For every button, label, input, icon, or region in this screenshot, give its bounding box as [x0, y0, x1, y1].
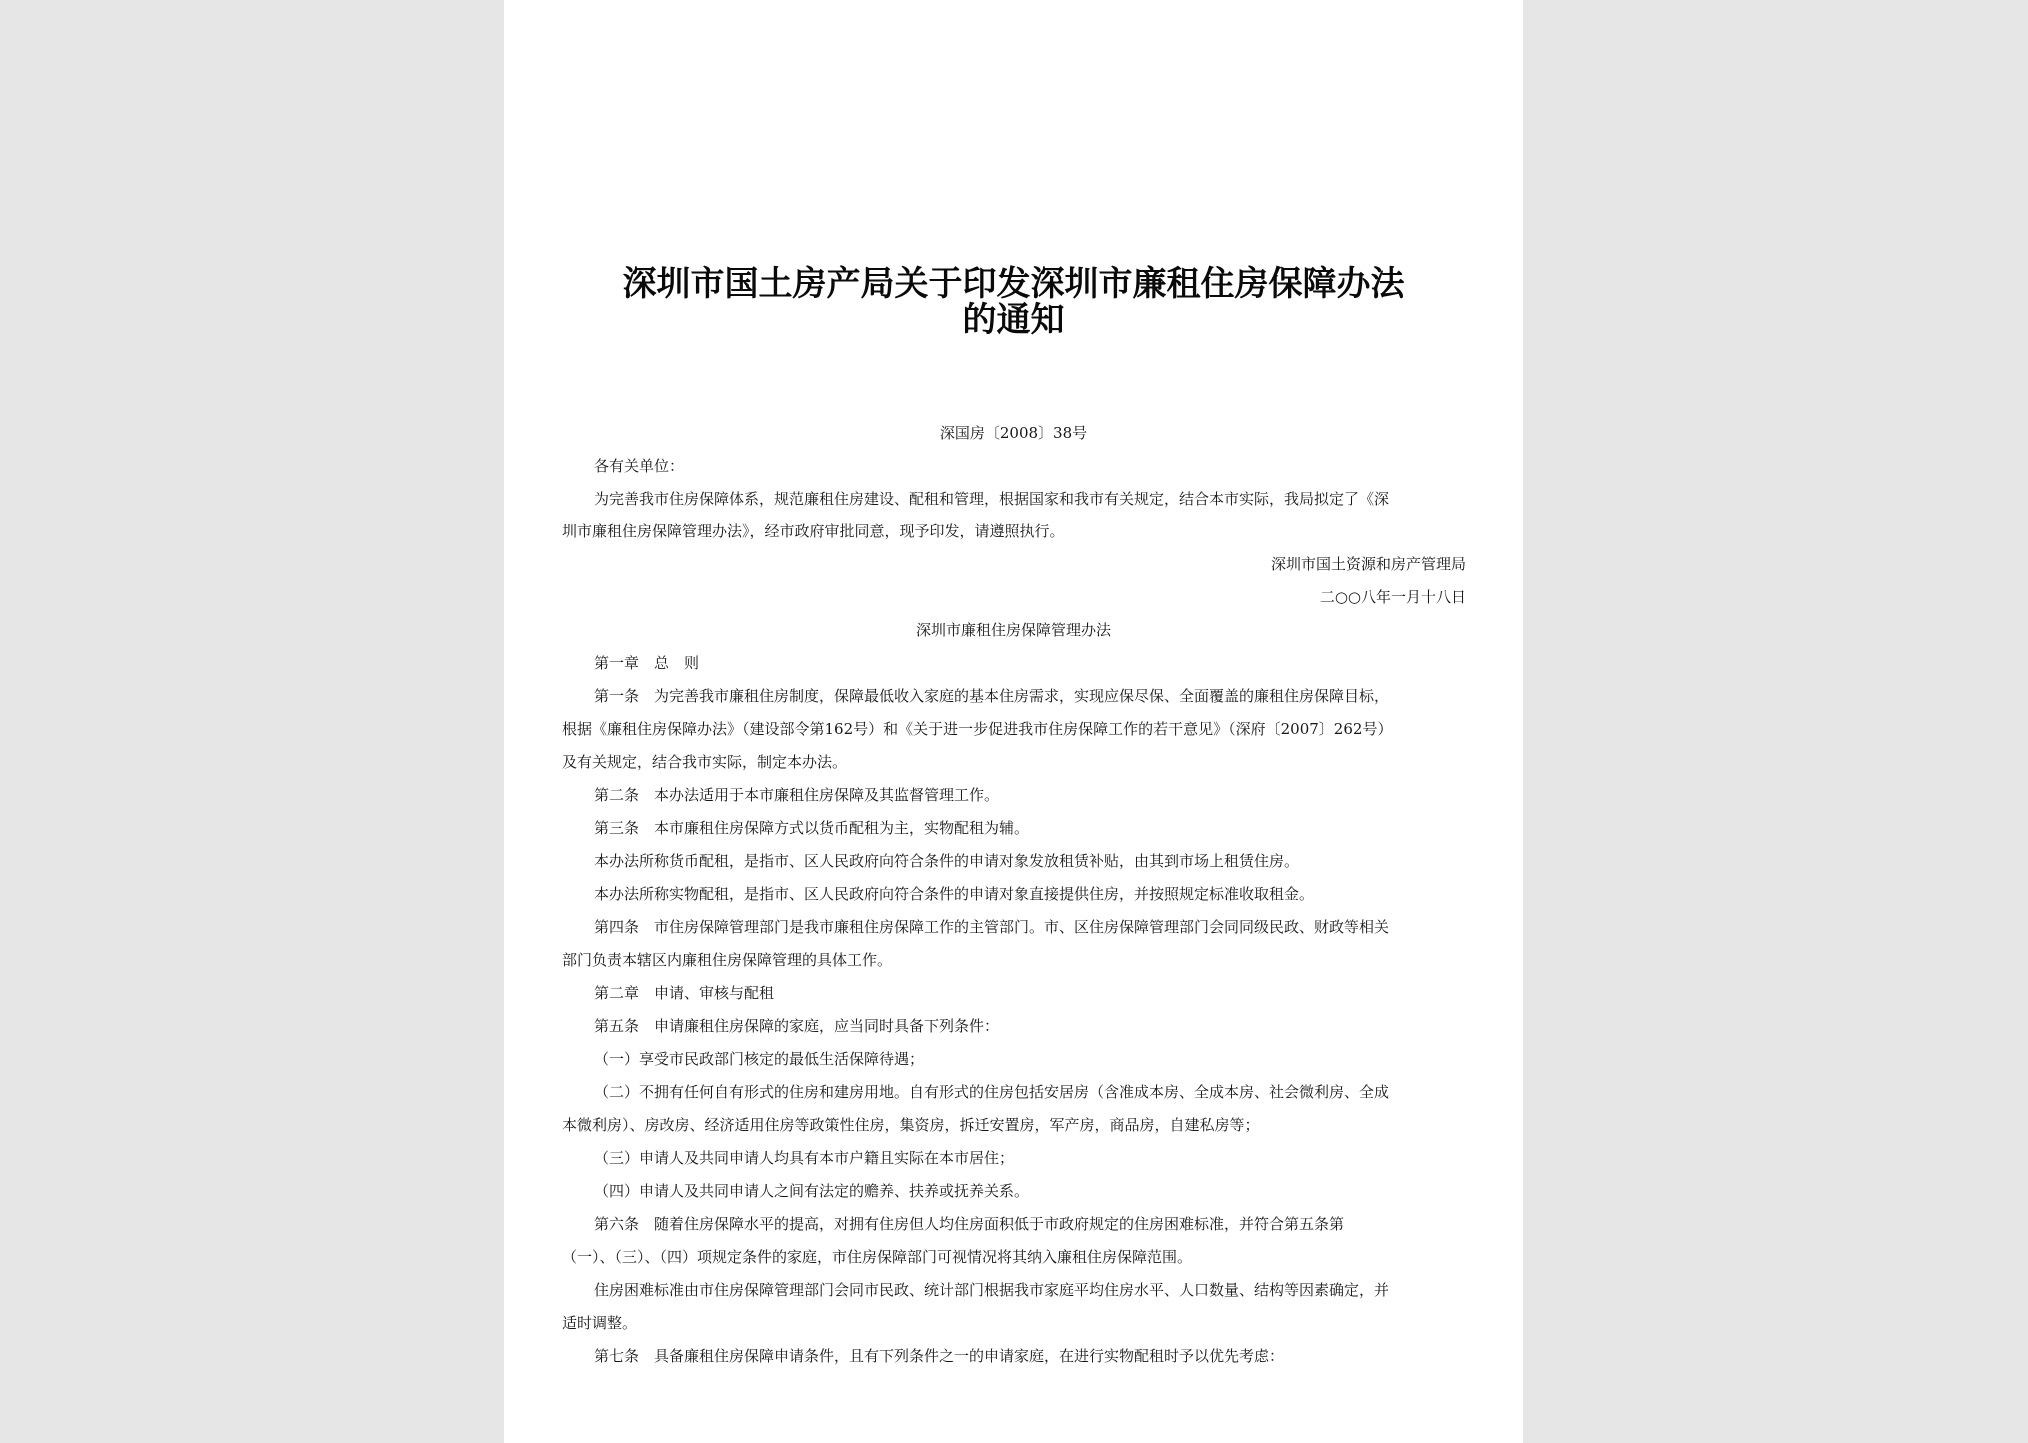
article-item: （一）享受市民政部门核定的最低生活保障待遇； [594, 1050, 925, 1068]
article-item: （三）申请人及共同申请人均具有本市户籍且实际在本市居住； [594, 1149, 1015, 1167]
chapter-heading: 第一章 总 则 [594, 654, 700, 672]
article-item: （二）不拥有任何自有形式的住房和建房用地。自有形式的住房包括安居房（含准成本房、全成本房、社会微利房、全成 [594, 1083, 1390, 1101]
recipient: 各有关单位： [594, 457, 685, 475]
article-line: （一）、（三）、（四）项规定条件的家庭，市住房保障部门可视情况将其纳入廉租住房保障范围。 [562, 1248, 1193, 1266]
article-line: 第六条 随着住房保障水平的提高，对拥有住房但人均住房面积低于市政府规定的住房困难标准，并符合第五条第 [594, 1215, 1345, 1233]
article-line: 第一条 为完善我市廉租住房制度，保障最低收入家庭的基本住房需求，实现应保尽保、全面覆盖的廉租住房保障目标， [594, 687, 1390, 705]
document-number: 深国房〔2008〕38号 [939, 424, 1088, 442]
document-title-line-2: 的通知 [962, 300, 1065, 340]
intro-paragraph-line: 圳市廉租住房保障管理办法》，经市政府审批同意，现予印发，请遵照执行。 [562, 522, 1065, 540]
document-title-line-1: 深圳市国土房产局关于印发深圳市廉租住房保障办法 [622, 264, 1405, 304]
intro-paragraph-line: 为完善我市住房保障体系，规范廉租住房建设、配租和管理，根据国家和我市有关规定，结合本市实际，我局拟定了《深 [594, 490, 1390, 508]
article-line: 第七条 具备廉租住房保障申请条件，且有下列条件之一的申请家庭，在进行实物配租时予以优先考虑： [594, 1347, 1285, 1365]
article-line: 第三条 本市廉租住房保障方式以货币配租为主，实物配租为辅。 [594, 819, 1030, 837]
article-line: 及有关规定，结合我市实际，制定本办法。 [562, 753, 848, 771]
article-item: 本微利房）、房改房、经济适用住房等政策性住房，集资房，拆迁安置房，军产房，商品房，自建私房等； [562, 1116, 1260, 1134]
document-page [504, 0, 1523, 1443]
regulation-title: 深圳市廉租住房保障管理办法 [915, 621, 1111, 639]
issuer: 深圳市国土资源和房产管理局 [1270, 555, 1466, 573]
chapter-heading: 第二章 申请、审核与配租 [594, 984, 775, 1002]
article-line: 本办法所称实物配租，是指市、区人民政府向符合条件的申请对象直接提供住房，并按照规定标准收取租金。 [594, 885, 1315, 903]
article-line: 第五条 申请廉租住房保障的家庭，应当同时具备下列条件： [594, 1017, 1000, 1035]
article-line: 根据《廉租住房保障办法》（建设部令第162号）和《关于进一步促进我市住房保障工作的若干意见》（深府〔2007〕262号） [562, 720, 1393, 738]
article-line: 适时调整。 [562, 1314, 638, 1332]
article-item: （四）申请人及共同申请人之间有法定的赡养、扶养或抚养关系。 [594, 1182, 1030, 1200]
article-line: 住房困难标准由市住房保障管理部门会同市民政、统计部门根据我市家庭平均住房水平、人口数量、结构等因素确定，并 [594, 1281, 1390, 1299]
issue-date: 二○○八年一月十八日 [1319, 588, 1466, 606]
article-line: 第四条 市住房保障管理部门是我市廉租住房保障工作的主管部门。市、区住房保障管理部门会同同级民政、财政等相关 [594, 918, 1390, 936]
article-line: 本办法所称货币配租，是指市、区人民政府向符合条件的申请对象发放租赁补贴，由其到市场上租赁住房。 [594, 852, 1300, 870]
article-line: 第二条 本办法适用于本市廉租住房保障及其监督管理工作。 [594, 786, 1000, 804]
article-line: 部门负责本辖区内廉租住房保障管理的具体工作。 [562, 951, 893, 969]
